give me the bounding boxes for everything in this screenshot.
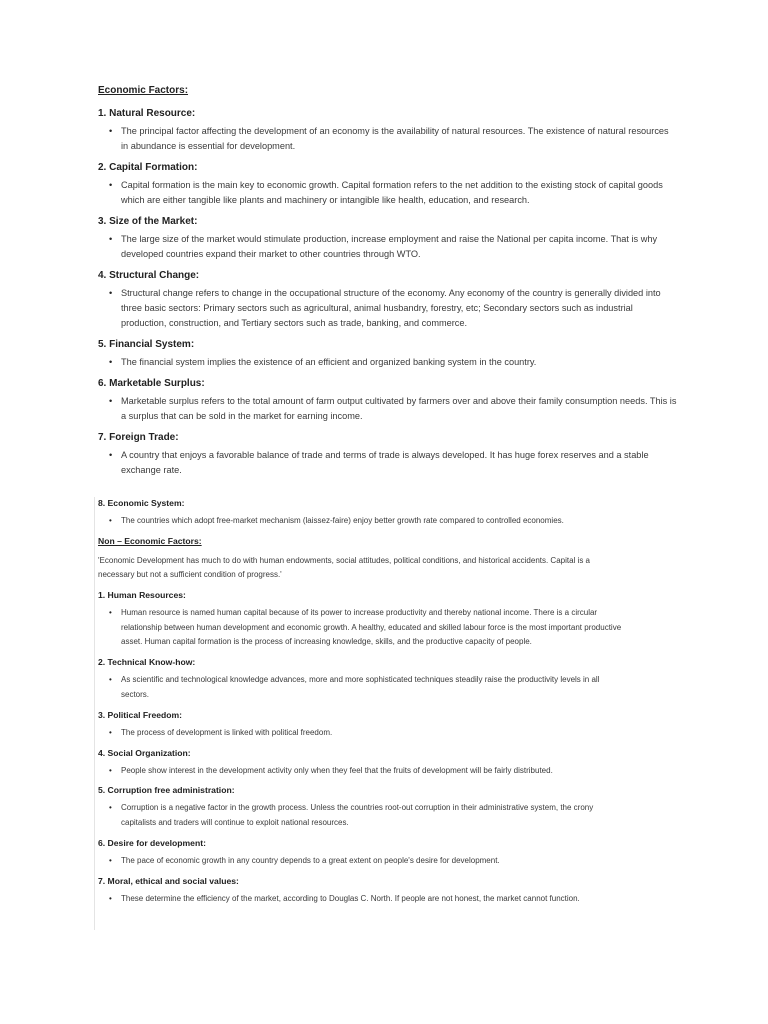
- section-title: 3. Political Freedom:: [98, 709, 183, 720]
- bullet-list: [98, 673, 626, 703]
- section-title: 2. Technical Know-how:: [98, 657, 196, 668]
- bullet-list: [98, 124, 678, 154]
- section-corruption-free-administration: [98, 784, 626, 831]
- section-human-resources: [98, 589, 626, 650]
- development-quote: 'Economic Development has much to do with human endowments, social attitudes, political conditions, and historical accidents. Capital is a necessary but not a sufficient condition of progress.': [98, 555, 591, 580]
- bullet-text: • Marketable surplus refers to the total amount of farm output cultivated by farmers over and above their family consumption needs. This is a surplus that can be sold in the market for earning income.: [121, 394, 678, 424]
- bullet-list: [98, 606, 626, 650]
- section-technical-know-how: [98, 656, 626, 703]
- bullet-text: • The process of development is linked with political freedom.: [121, 726, 626, 741]
- bullet-text: • As scientific and technological knowledge advances, more and more sophisticated techniques steadily raise the productivity levels in all sectors.: [121, 673, 626, 703]
- section-size-of-market: [98, 215, 678, 262]
- section-political-freedom: [98, 709, 626, 741]
- bullet-text: • These determine the efficiency of the market, according to Douglas C. North. If people are not honest, the market cannot function.: [121, 892, 626, 907]
- section-capital-formation: [98, 161, 678, 208]
- section-financial-system: [98, 338, 678, 370]
- bullet-text: • The large size of the market would stimulate production, increase employment and raise the National per capita income. That is why developed countries expand their market to other countries through WTO.: [121, 232, 678, 262]
- section-moral-ethical-social-values: [98, 875, 626, 907]
- economic-factors-block: [98, 84, 678, 485]
- section-title: 1. Human Resources:: [98, 589, 186, 600]
- section-title: 4. Structural Change:: [98, 270, 200, 281]
- section-foreign-trade: [98, 431, 678, 478]
- section-title: 1. Natural Resource:: [98, 108, 196, 119]
- section-title: 6. Marketable Surplus:: [98, 378, 205, 389]
- bullet-list: [98, 394, 678, 424]
- bullet-text: • A country that enjoys a favorable balance of trade and terms of trade is always developed. It has huge forex reserves and a stable exchange rate.: [121, 448, 678, 478]
- bullet-list: [98, 764, 626, 779]
- section-title: 8. Economic System:: [98, 498, 185, 508]
- economic-factors-heading: Economic Factors:: [98, 85, 189, 96]
- bullet-text: • Corruption is a negative factor in the growth process. Unless the countries root-out corruption in their administrative system, the crony capitalists and traders will continue to exploit national resources.: [121, 801, 626, 831]
- section-title: 6. Desire for development:: [98, 837, 206, 848]
- section-social-organization: [98, 747, 626, 779]
- section-natural-resource: [98, 107, 678, 154]
- section-title: 3. Size of the Market:: [98, 216, 198, 227]
- bullet-list: [98, 448, 678, 478]
- left-margin-rule: [94, 497, 95, 930]
- non-economic-factors-heading: Non – Economic Factors:: [98, 535, 202, 546]
- bullet-list: [98, 286, 678, 331]
- section-desire-for-development: [98, 837, 626, 869]
- bullet-text: • Capital formation is the main key to economic growth. Capital formation refers to the net addition to the existing stock of capital goods which are either tangible like plants and machinery or intangible like health, education, and research.: [121, 178, 678, 208]
- section-title: 5. Corruption free administration:: [98, 785, 235, 796]
- section-title: 7. Foreign Trade:: [98, 432, 179, 443]
- section-title: 5. Financial System:: [98, 339, 195, 350]
- section-structural-change: [98, 269, 678, 331]
- bullet-list: [98, 892, 626, 907]
- bullet-text: • The countries which adopt free-market mechanism (laissez-faire) enjoy better growth rate compared to controlled economies.: [121, 514, 626, 529]
- bullet-list: [98, 801, 626, 831]
- non-economic-factors-block: [98, 497, 626, 913]
- bullet-list: [98, 726, 626, 741]
- bullet-text: • Human resource is named human capital because of its power to increase productivity and thereby national income. There is a circular relationship between human development and economic growth. A healthy, educated and skilled labour force is the most important productive asset. Human capital formation is the process of increasing knowledge, skills, and the productive capacity of people.: [121, 606, 626, 650]
- section-economic-system: [98, 497, 626, 529]
- section-title: 4. Social Organization:: [98, 747, 191, 758]
- bullet-text: • Structural change refers to change in the occupational structure of the economy. Any economy of the country is generally divided into three basic sectors: Primary sectors such as agricultural, animal husbandry, forestry, etc; Secondary sectors such as industrial production, construction, and Tertiary sectors such as trade, banking, and commerce.: [121, 286, 678, 331]
- bullet-text: • People show interest in the development activity only when they feel that the fruits of development will be fairly distributed.: [121, 764, 626, 779]
- section-marketable-surplus: [98, 377, 678, 424]
- bullet-list: [98, 854, 626, 869]
- section-title: 7. Moral, ethical and social values:: [98, 875, 239, 886]
- bullet-list: [98, 355, 678, 370]
- bullet-text: • The pace of economic growth in any country depends to a great extent on people's desire for development.: [121, 854, 626, 869]
- bullet-text: • The principal factor affecting the development of an economy is the availability of natural resources. The existence of natural resources in abundance is essential for development.: [121, 124, 678, 154]
- bullet-text: • The financial system implies the existence of an efficient and organized banking system in the country.: [121, 355, 678, 370]
- bullet-list: [98, 514, 626, 529]
- bullet-list: [98, 232, 678, 262]
- section-title: 2. Capital Formation:: [98, 162, 198, 173]
- bullet-list: [98, 178, 678, 208]
